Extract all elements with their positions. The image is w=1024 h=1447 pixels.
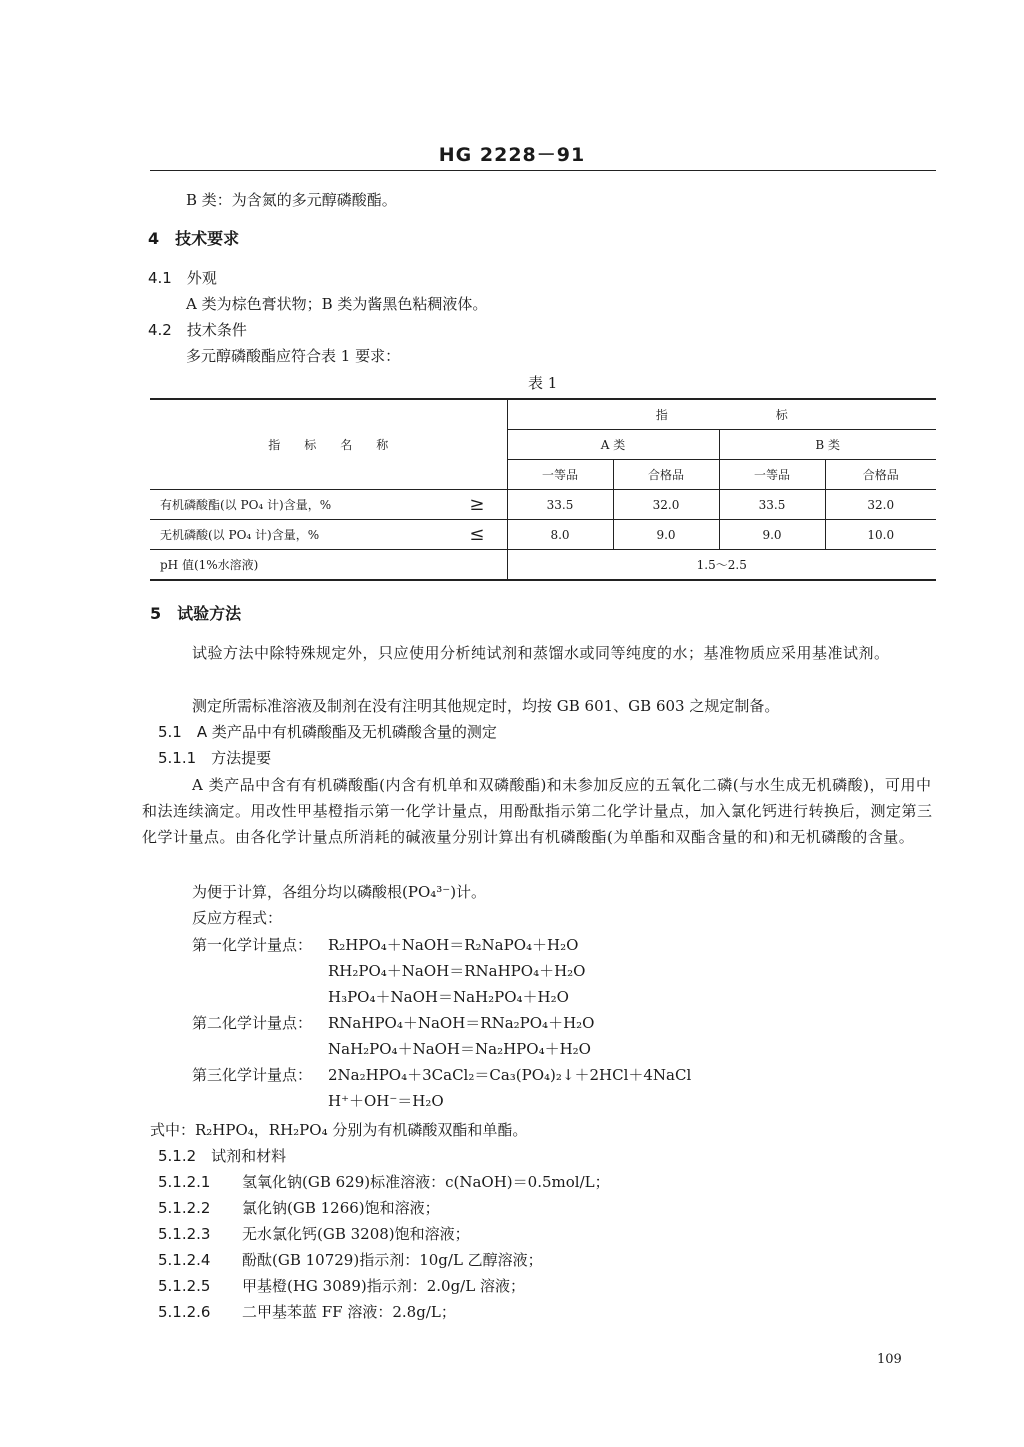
cell: 8.0 <box>507 520 613 550</box>
eq-line-5: NaH₂PO₄＋NaOH＝Na₂HPO₄＋H₂O <box>328 1040 591 1058</box>
reagent-num: 5.1.2.1 <box>158 1173 211 1191</box>
cell: 33.5 <box>507 490 613 520</box>
reagent-text: 酚酞(GB 10729)指示剂：10g/L 乙醇溶液； <box>242 1251 543 1269</box>
cell: 10.0 <box>825 520 936 550</box>
eq-line-2: RH₂PO₄＋NaOH＝RNaHPO₄＋H₂O <box>328 962 586 980</box>
standard-code-header: HG 2228－91 <box>438 144 586 166</box>
section-4-title: 4 技术要求 <box>148 229 240 248</box>
table-header-item-name: 指 标 名 称 <box>150 399 507 490</box>
row-name-ph: pH 值(1%水溶液) <box>150 550 507 581</box>
eq-line-7: H⁺＋OH⁻＝H₂O <box>328 1092 444 1110</box>
reagent-num: 5.1.2.4 <box>158 1251 211 1269</box>
reagent-num: 5.1.2.2 <box>158 1199 211 1217</box>
grade-a-first: 一等品 <box>507 460 613 490</box>
table-row <box>150 520 936 550</box>
grade-b-qualified: 合格品 <box>825 460 936 490</box>
reagent-text: 氢氧化钠(GB 629)标准溶液：c(NaOH)＝0.5mol/L； <box>242 1173 610 1191</box>
reaction-equation-label: 反应方程式： <box>192 909 283 927</box>
cell: 9.0 <box>613 520 719 550</box>
row-name-organic: 有机磷酸酯(以 PO₄ 计)含量，% <box>150 490 430 520</box>
spec-table <box>150 398 936 581</box>
calculation-note: 为便于计算，各组分均以磷酸根(PO₄³⁻)计。 <box>192 883 487 901</box>
row-sym-organic: ≥ <box>430 490 507 520</box>
section-5-1-1-paragraph: A 类产品中含有有机磷酸酯(内含有机单和双磷酸酯)和未参加反应的五氧化二磷(与水生成无机磷酸)，可用中和法连续滴定。用改性甲基橙指示第一化学计量点，用酚酞指示第二化学计量点，加入氯化钙进行转换后，测定第三化学计量点。由各化学计量点所消耗的碱液量分别计算出有机磷酸酯(为单酯和双酯含量的和)和无机磷酸的含量。 <box>142 776 933 846</box>
table-header-index: 指 标 <box>507 399 936 430</box>
reagent-text: 无水氯化钙(GB 3208)饱和溶液； <box>242 1225 470 1243</box>
section-5-1-1-title: 5.1.1 方法提要 <box>158 749 272 767</box>
eq-label-third: 第三化学计量点： <box>192 1066 313 1084</box>
cell: 9.0 <box>719 520 825 550</box>
ph-value: 1.5～2.5 <box>507 550 936 581</box>
table-header-class-a: A 类 <box>507 430 719 460</box>
grade-a-qualified: 合格品 <box>613 460 719 490</box>
cell: 33.5 <box>719 490 825 520</box>
table-row <box>150 550 936 581</box>
eq-line-6: 2Na₂HPO₄＋3CaCl₂＝Ca₃(PO₄)₂↓＋2HCl＋4NaCl <box>328 1066 692 1084</box>
eq-label-second: 第二化学计量点： <box>192 1014 313 1032</box>
b-class-definition: B 类：为含氮的多元醇磷酸酯。 <box>186 191 397 209</box>
reagent-text: 氯化钠(GB 1266)饱和溶液； <box>242 1199 440 1217</box>
row-name-inorganic: 无机磷酸(以 PO₄ 计)含量，% <box>150 520 430 550</box>
table-row <box>150 490 936 520</box>
reagent-text: 甲基橙(HG 3089)指示剂：2.0g/L 溶液； <box>242 1277 525 1295</box>
section-5-1-2-title: 5.1.2 试剂和材料 <box>158 1147 287 1165</box>
section-5-paragraph-1: 试验方法中除特殊规定外，只应使用分析纯试剂和蒸馏水或同等纯度的水；基准物质应采用基准试剂。 <box>192 644 890 662</box>
section-5-paragraph-2: 测定所需标准溶液及制剂在没有注明其他规定时，均按 GB 601、GB 603 之规定制备。 <box>192 697 780 715</box>
section-4-2-text: 多元醇磷酸酯应符合表 1 要求： <box>186 347 401 365</box>
table-header-class-b: B 类 <box>719 430 936 460</box>
eq-line-4: RNaHPO₄＋NaOH＝RNa₂PO₄＋H₂O <box>328 1014 595 1032</box>
eq-label-first: 第一化学计量点： <box>192 936 313 954</box>
eq-line-3: H₃PO₄＋NaOH＝NaH₂PO₄＋H₂O <box>328 988 569 1006</box>
reagent-num: 5.1.2.6 <box>158 1303 211 1321</box>
section-5-1-title: 5.1 A 类产品中有机磷酸酯及无机磷酸含量的测定 <box>158 723 497 741</box>
equation-note: 式中：R₂HPO₄，RH₂PO₄ 分别为有机磷酸双酯和单酯。 <box>150 1121 528 1139</box>
page-number: 109 <box>877 1352 902 1367</box>
header-rule <box>150 170 936 171</box>
section-5-title: 5 试验方法 <box>150 604 242 623</box>
cell: 32.0 <box>613 490 719 520</box>
cell: 32.0 <box>825 490 936 520</box>
row-sym-inorganic: ≤ <box>430 520 507 550</box>
reagent-text: 二甲基苯蓝 FF 溶液：2.8g/L； <box>242 1303 456 1321</box>
eq-line-1: R₂HPO₄＋NaOH＝R₂NaPO₄＋H₂O <box>328 936 579 954</box>
section-4-1-title: 4.1 外观 <box>148 269 217 287</box>
reagent-num: 5.1.2.3 <box>158 1225 211 1243</box>
section-4-1-text: A 类为棕色膏状物；B 类为酱黑色粘稠液体。 <box>186 295 488 313</box>
reagent-num: 5.1.2.5 <box>158 1277 211 1295</box>
grade-b-first: 一等品 <box>719 460 825 490</box>
section-4-2-title: 4.2 技术条件 <box>148 321 247 339</box>
table-caption: 表 1 <box>528 374 558 392</box>
